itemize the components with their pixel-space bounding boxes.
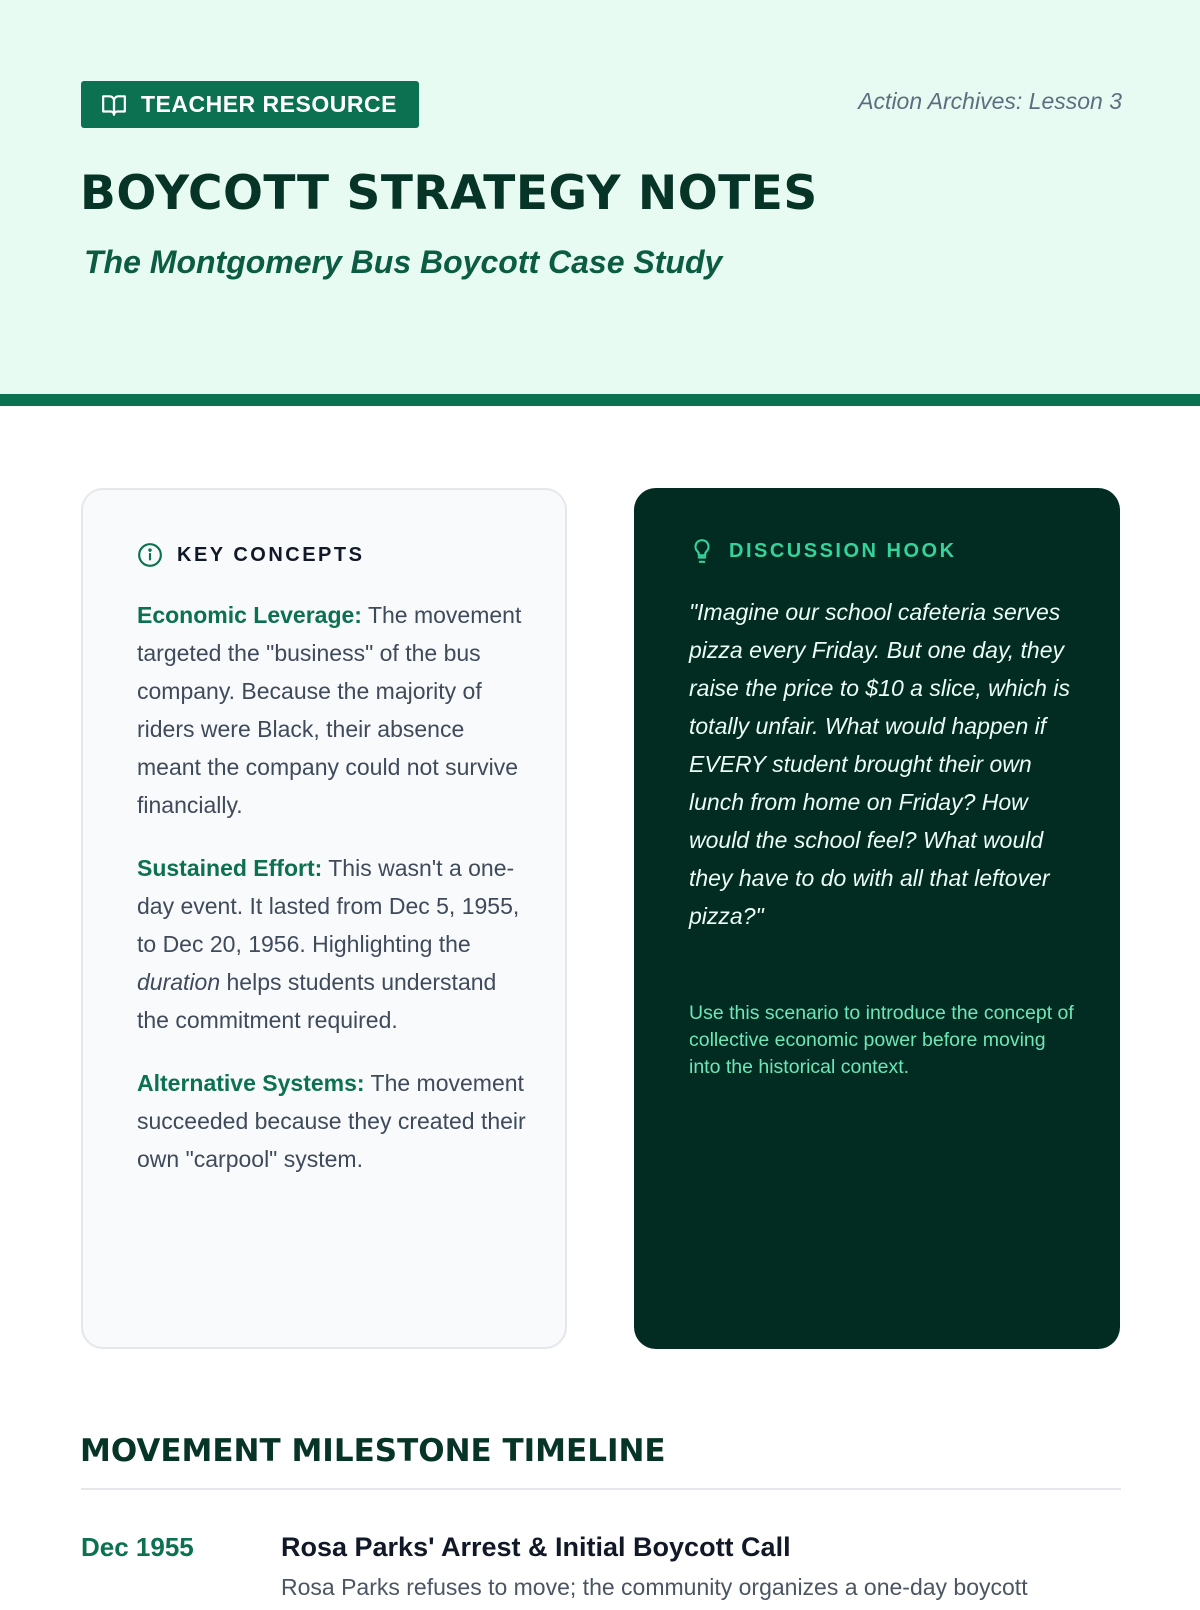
key-concepts-title: KEY CONCEPTS <box>177 543 365 566</box>
lesson-label: Action Archives: Lesson 3 <box>858 88 1122 114</box>
teacher-resource-badge <box>81 81 419 128</box>
timeline-date: Dec 1955 <box>81 1532 194 1562</box>
timeline-row <box>81 1530 1121 1610</box>
page-header <box>0 0 1200 406</box>
concept-text: helps students understand the commitment required. <box>137 969 497 1033</box>
concept-term: Economic Leverage: <box>137 602 362 628</box>
concept-term: Alternative Systems: <box>137 1070 365 1096</box>
key-concepts-card <box>81 488 567 1349</box>
discussion-hook-card <box>634 488 1120 1349</box>
concept-term: Sustained Effort: <box>137 855 323 881</box>
discussion-note: Use this scenario to introduce the concept of collective economic power before moving into the historical context. <box>689 1002 1074 1078</box>
timeline-title: MOVEMENT MILESTONE TIMELINE <box>80 1433 666 1469</box>
concept-item <box>137 596 527 824</box>
concept-text: The movement targeted the "business" of the bus company. Because the majority of riders were Black, their absence meant the company could not survive financially. <box>137 602 522 818</box>
page-title: BOYCOTT STRATEGY NOTES <box>80 166 818 221</box>
concept-emphasis: duration <box>137 969 221 995</box>
concept-list <box>137 596 527 1203</box>
concept-item <box>137 849 527 1039</box>
concept-text: This wasn't a one-day event. It lasted from Dec 5, 1955, to Dec 20, 1956. Highlighting the <box>137 855 520 957</box>
lightbulb-icon <box>689 538 715 564</box>
concept-text: The movement succeeded because they created their own "carpool" system. <box>137 1070 526 1172</box>
discussion-hook-title: DISCUSSION HOOK <box>729 539 957 562</box>
concept-item <box>137 1064 527 1178</box>
book-open-icon <box>101 92 127 118</box>
key-concepts-heading <box>137 542 364 568</box>
page-subtitle: The Montgomery Bus Boycott Case Study <box>84 244 723 280</box>
timeline-description: Rosa Parks refuses to move; the community organizes a one-day boycott <box>281 1574 1028 1600</box>
info-icon <box>137 542 163 568</box>
timeline-event: Rosa Parks' Arrest & Initial Boycott Call <box>281 1532 791 1562</box>
discussion-hook-heading <box>689 538 957 564</box>
discussion-quote: "Imagine our school cafeteria serves pizza every Friday. But one day, they raise the price to $10 a slice, which is totally unfair. What would happen if EVERY student brought their own lunch from home on Friday? How would the school feel? What would they have to do with all that leftover pizza?" <box>689 599 1070 929</box>
section-divider <box>81 1488 1121 1490</box>
badge-label: TEACHER RESOURCE <box>141 91 397 117</box>
